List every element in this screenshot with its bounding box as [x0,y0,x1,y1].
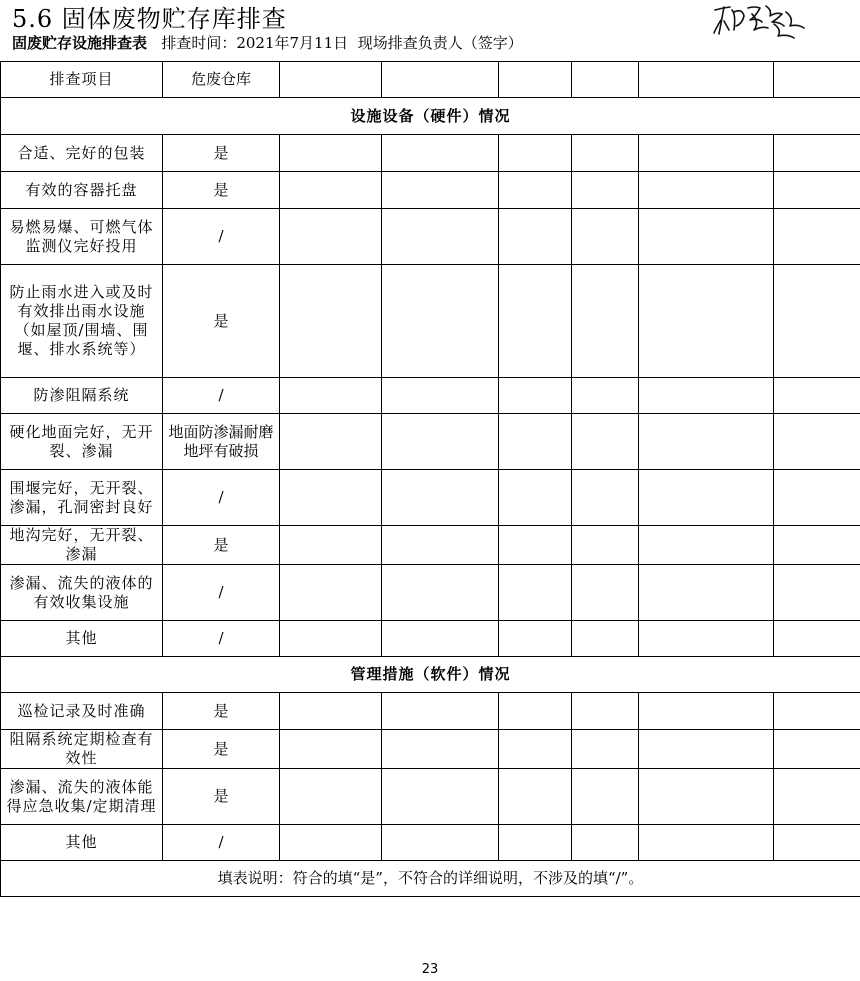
empty-cell [572,62,639,98]
empty-cell [280,62,382,98]
header-row [1,62,860,98]
row-value: / [163,378,280,414]
empty-cell [572,730,639,769]
row-item: 易燃易爆、可燃气体监测仪完好投用 [1,209,163,265]
empty-cell [774,378,860,414]
empty-cell [774,825,860,861]
empty-cell [382,414,499,470]
empty-cell [639,414,774,470]
empty-cell [572,265,639,378]
empty-cell [774,414,860,470]
row-value: / [163,470,280,526]
row-item: 防渗阻隔系统 [1,378,163,414]
row-value: 是 [163,265,280,378]
empty-cell [774,62,860,98]
table-row [1,378,860,414]
empty-cell [499,378,572,414]
check-time: 排查时间：2021年7月11日 [161,34,349,52]
table-name: 固废贮存设施排查表 [12,34,148,52]
empty-cell [639,378,774,414]
empty-cell [382,730,499,769]
empty-cell [774,526,860,565]
table-row [1,172,860,209]
empty-cell [774,565,860,621]
empty-cell [382,693,499,730]
table-row [1,769,860,825]
empty-cell [499,565,572,621]
row-item: 有效的容器托盘 [1,172,163,209]
empty-cell [499,135,572,172]
section-title-hardware: 设施设备（硬件）情况 [1,98,860,135]
section-row [1,657,860,693]
empty-cell [639,526,774,565]
empty-cell [639,470,774,526]
empty-cell [499,769,572,825]
empty-cell [382,378,499,414]
empty-cell [774,693,860,730]
empty-cell [382,470,499,526]
table-row [1,265,860,378]
empty-cell [280,526,382,565]
table-row [1,693,860,730]
row-item: 其他 [1,621,163,657]
empty-cell [639,265,774,378]
empty-cell [572,825,639,861]
row-value: 是 [163,135,280,172]
empty-cell [499,265,572,378]
empty-cell [774,209,860,265]
empty-cell [572,209,639,265]
table-row [1,825,860,861]
solid-waste-storage-check-table [0,61,860,897]
section-title-software: 管理措施（软件）情况 [1,657,860,693]
empty-cell [499,414,572,470]
empty-cell [572,693,639,730]
empty-cell [499,693,572,730]
empty-cell [774,621,860,657]
empty-cell [280,693,382,730]
row-item: 围堰完好，无开裂、渗漏，孔洞密封良好 [1,470,163,526]
table-row [1,209,860,265]
row-item: 渗漏、流失的液体的有效收集设施 [1,565,163,621]
empty-cell [499,526,572,565]
empty-cell [280,565,382,621]
empty-cell [280,172,382,209]
empty-cell [774,265,860,378]
empty-cell [280,769,382,825]
table-row [1,414,860,470]
empty-cell [280,135,382,172]
row-value: 是 [163,769,280,825]
empty-cell [572,378,639,414]
empty-cell [774,172,860,209]
table-row [1,621,860,657]
page-title: 5.6 固体废物贮存库排查 [12,5,287,33]
table-row [1,470,860,526]
empty-cell [499,730,572,769]
empty-cell [774,769,860,825]
header-col1: 危废仓库 [163,62,280,98]
empty-cell [382,769,499,825]
empty-cell [499,470,572,526]
row-value: 是 [163,693,280,730]
empty-cell [639,730,774,769]
empty-cell [280,470,382,526]
table-row [1,565,860,621]
empty-cell [499,825,572,861]
empty-cell [382,62,499,98]
empty-cell [572,621,639,657]
fill-instructions: 填表说明：符合的填“是”，不符合的详细说明，不涉及的填“/”。 [1,861,860,897]
empty-cell [639,209,774,265]
row-item: 合适、完好的包装 [1,135,163,172]
empty-cell [382,621,499,657]
empty-cell [639,135,774,172]
empty-cell [639,621,774,657]
empty-cell [382,172,499,209]
responsible-person-label: 现场排查负责人（签字） [357,34,523,52]
empty-cell [572,135,639,172]
row-item: 其他 [1,825,163,861]
row-item: 硬化地面完好，无开裂、渗漏 [1,414,163,470]
empty-cell [639,62,774,98]
empty-cell [382,135,499,172]
empty-cell [499,621,572,657]
empty-cell [382,565,499,621]
empty-cell [499,62,572,98]
empty-cell [280,414,382,470]
row-value: / [163,565,280,621]
empty-cell [572,565,639,621]
table-row [1,730,860,769]
header-item: 排查项目 [1,62,163,98]
empty-cell [572,414,639,470]
empty-cell [774,135,860,172]
empty-cell [572,769,639,825]
empty-cell [774,730,860,769]
empty-cell [639,769,774,825]
empty-cell [639,825,774,861]
row-value: 是 [163,172,280,209]
empty-cell [280,730,382,769]
row-value: / [163,825,280,861]
row-value: 是 [163,526,280,565]
empty-cell [499,172,572,209]
row-item: 阻隔系统定期检查有效性 [1,730,163,769]
row-item: 渗漏、流失的液体能得应急收集/定期清理 [1,769,163,825]
row-value: 是 [163,730,280,769]
empty-cell [382,209,499,265]
page-number: 23 [421,962,439,977]
table-row [1,135,860,172]
row-value: 地面防渗漏耐磨地坪有破损 [163,414,280,470]
row-value: / [163,621,280,657]
empty-cell [382,825,499,861]
empty-cell [280,378,382,414]
empty-cell [499,209,572,265]
empty-cell [639,172,774,209]
empty-cell [572,172,639,209]
empty-cell [572,526,639,565]
empty-cell [280,621,382,657]
empty-cell [774,470,860,526]
empty-cell [382,265,499,378]
empty-cell [639,565,774,621]
row-item: 巡检记录及时准确 [1,693,163,730]
section-row [1,98,860,135]
subtitle-line [12,33,523,53]
handwritten-signature [712,0,808,40]
table-row [1,526,860,565]
empty-cell [382,526,499,565]
empty-cell [280,265,382,378]
note-row [1,861,860,897]
row-item: 防止雨水进入或及时有效排出雨水设施（如屋顶/围墙、围堰、排水系统等） [1,265,163,378]
row-item: 地沟完好，无开裂、渗漏 [1,526,163,565]
empty-cell [280,209,382,265]
row-value: / [163,209,280,265]
empty-cell [280,825,382,861]
empty-cell [639,693,774,730]
empty-cell [572,470,639,526]
